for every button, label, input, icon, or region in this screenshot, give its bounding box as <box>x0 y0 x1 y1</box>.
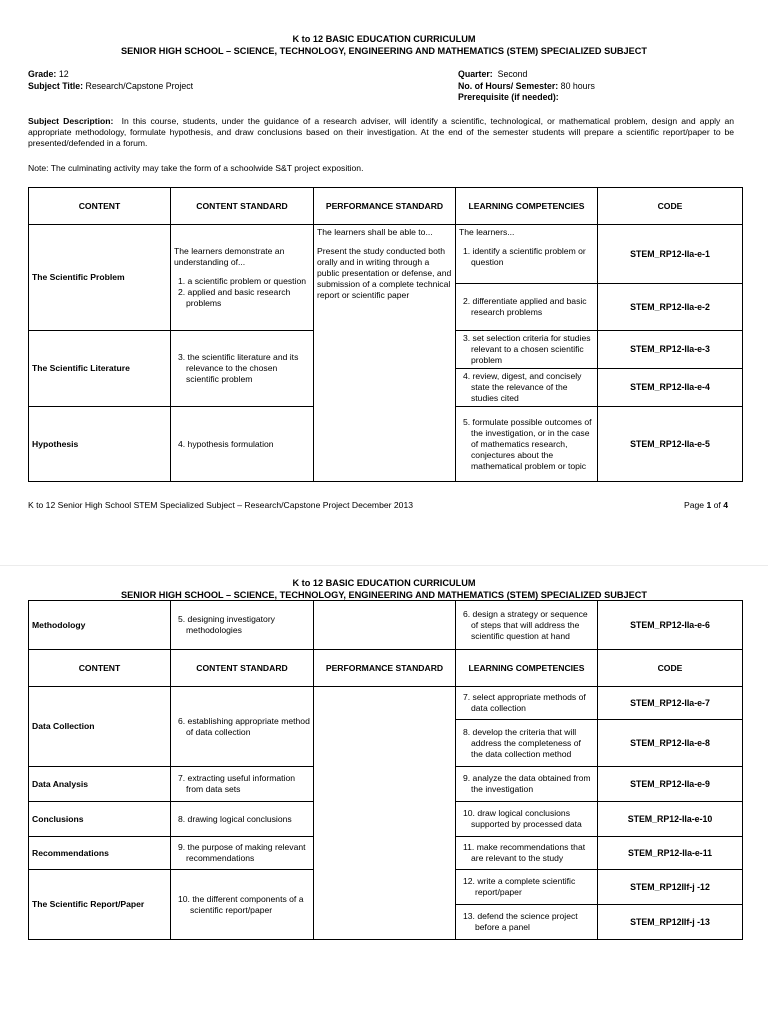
note: Note: The culminating activity may take the form of a schoolwide S&T project exposition. <box>28 163 364 173</box>
learning-competency-item: 6. design a strategy or sequence of steps that will address the scientific question at hand <box>463 608 588 641</box>
performance-standard-cell <box>314 225 456 482</box>
content-standard-cell <box>171 225 314 331</box>
learning-competency-cell <box>456 837 598 870</box>
content-standard-intro: The learners demonstrate an understanding of... <box>174 246 285 267</box>
subject-title-value: Research/Capstone Project <box>85 80 194 91</box>
learning-competency-item: 13. defend the science project before a panel <box>463 911 578 932</box>
table-header-row <box>29 188 743 225</box>
competency-code: STEM_RP12-IIa-e-10 <box>598 802 743 837</box>
content-methodology: Methodology <box>29 601 171 650</box>
content-standard-item: 6. establishing appropriate method of data collection <box>178 715 310 737</box>
content-standard-item: 7. extracting useful information from data sets <box>178 773 296 794</box>
content-data-collection: Data Collection <box>29 687 171 767</box>
content-standard-item: 5. designing investigatory methodologies <box>178 614 275 635</box>
learning-competency-cell <box>456 331 598 369</box>
footer-text: K to 12 Senior High School STEM Specialized Subject – Research/Capstone Project December 2013 <box>28 500 414 510</box>
column-header-performance-standard: PERFORMANCE STANDARD <box>314 188 456 225</box>
column-header-content-standard: CONTENT STANDARD <box>171 188 314 225</box>
column-header-performance-standard: PERFORMANCE STANDARD <box>314 650 456 687</box>
learning-competency-item: 5. formulate possible outcomes of the investigation, or in the case of mathematics research, conjectures about the mathematical problem or topic <box>463 416 592 471</box>
learning-competency-item: 12. write a complete scientific report/paper <box>463 876 576 897</box>
competency-code: STEM_RP12-IIa-e-2 <box>598 284 743 331</box>
learning-competency-cell <box>456 802 598 837</box>
learning-competency-cell <box>456 284 598 331</box>
competency-code: STEM_RP12-IIa-e-1 <box>598 225 743 284</box>
subject-description-text: In this course, students, under the guidance of a research adviser, will identify a scientific, technological, or mathematical problem, design and apply an appropriate methodology, formulate hypothesis, and draw conclusions based on their investigation. At the end of the semester students will prepare a scientific report/paper to be presented/defended in a forum. <box>28 116 735 149</box>
content-data-analysis: Data Analysis <box>29 767 171 802</box>
content-standard-cell <box>171 687 314 767</box>
content-standard-cell <box>171 331 314 407</box>
column-header-learning-competencies: LEARNING COMPETENCIES <box>456 188 598 225</box>
page-current: 1 <box>706 500 712 510</box>
performance-standard-intro: The learners shall be able to... <box>317 227 433 237</box>
learning-competency-cell <box>456 870 598 905</box>
competency-code: STEM_RP12-IIa-e-9 <box>598 767 743 802</box>
content-conclusions: Conclusions <box>29 802 171 837</box>
learning-competency-cell <box>456 905 598 940</box>
content-hypothesis: Hypothesis <box>29 407 171 482</box>
competency-code: STEM_RP12-IIa-e-11 <box>598 837 743 870</box>
hours-value: 80 hours <box>560 80 595 91</box>
content-standard-item: 10. the different components of a scientific report/paper <box>178 893 304 915</box>
learning-competency-item: 4. review, digest, and concisely state the relevance of the studies cited <box>463 371 582 403</box>
learning-competency-item: 9. analyze the data obtained from the investigation <box>463 773 591 794</box>
header-line-2: SENIOR HIGH SCHOOL – SCIENCE, TECHNOLOGY, ENGINEERING AND MATHEMATICS (STEM) SPECIALIZED SUBJECT <box>121 590 647 600</box>
content-recommendations: Recommendations <box>29 837 171 870</box>
curriculum-table-page-1 <box>28 187 743 482</box>
subject-description-label: Subject Description: <box>28 116 114 126</box>
learning-competency-item: 11. make recommendations that are relevant to the study <box>463 842 586 863</box>
header-line-1: K to 12 BASIC EDUCATION CURRICULUM <box>292 578 476 588</box>
curriculum-table-page-2 <box>28 600 743 940</box>
learning-competency-item: 1. identify a scientific problem or question <box>463 246 586 267</box>
subject-description <box>28 116 734 150</box>
table-row <box>29 225 743 284</box>
content-scientific-problem: The Scientific Problem <box>29 225 171 331</box>
grade-label: Grade: <box>28 69 57 79</box>
content-standard-item: 1. a scientific problem or question <box>178 276 307 286</box>
content-standard-item: 2. applied and basic research problems <box>178 287 291 308</box>
learning-competency-item: 7. select appropriate methods of data collection <box>463 692 586 713</box>
hours-label: No. of Hours/ Semester: <box>458 80 559 91</box>
performance-standard-cell <box>314 687 456 940</box>
column-header-content-standard: CONTENT STANDARD <box>171 650 314 687</box>
quarter-value: Second <box>497 69 528 79</box>
learning-competency-item: 3. set selection criteria for studies relevant to a chosen scientific problem <box>463 333 591 365</box>
performance-standard-cell <box>314 601 456 650</box>
page-of-word: of <box>713 500 721 510</box>
content-standard-cell <box>171 407 314 482</box>
content-standard-item: 9. the purpose of making relevant recommendations <box>178 842 306 863</box>
content-standard-cell <box>171 767 314 802</box>
content-standard-cell <box>171 837 314 870</box>
learning-competency-intro: The learners... <box>459 227 515 237</box>
grade-value: 12 <box>58 69 69 79</box>
competency-code: STEM_RP12IIf-j -12 <box>598 870 743 905</box>
content-standard-item: 8. drawing logical conclusions <box>178 813 292 824</box>
learning-competency-item: 8. develop the criteria that will address the completeness of the data collection method <box>463 726 581 759</box>
header-line-2: SENIOR HIGH SCHOOL – SCIENCE, TECHNOLOGY, ENGINEERING AND MATHEMATICS (STEM) SPECIALIZED SUBJECT <box>121 46 647 56</box>
page-total: 4 <box>723 500 728 510</box>
learning-competency-cell <box>456 225 598 284</box>
competency-code: STEM_RP12-IIa-e-6 <box>598 601 743 650</box>
learning-competency-cell <box>456 720 598 767</box>
column-header-content: CONTENT <box>29 188 171 225</box>
document-header <box>0 566 768 601</box>
quarter-label: Quarter: <box>458 69 493 79</box>
table-header-row <box>29 650 743 687</box>
competency-code: STEM_RP12-IIa-e-4 <box>598 369 743 407</box>
content-standard-cell <box>171 870 314 940</box>
competency-code: STEM_RP12-IIa-e-7 <box>598 687 743 720</box>
content-scientific-literature: The Scientific Literature <box>29 331 171 407</box>
competency-code: STEM_RP12-IIa-e-5 <box>598 407 743 482</box>
learning-competency-item: 10. draw logical conclusions supported by processed data <box>463 808 582 829</box>
column-header-code: CODE <box>598 188 743 225</box>
performance-standard-text: Present the study conducted both orally and in writing through a public presentation or defense, and submission of a complete technical report or scientific paper <box>317 246 452 300</box>
competency-code: STEM_RP12-IIa-e-3 <box>598 331 743 369</box>
content-scientific-report: The Scientific Report/Paper <box>29 870 171 940</box>
column-header-content: CONTENT <box>29 650 171 687</box>
page-footer <box>28 500 742 511</box>
column-header-code: CODE <box>598 650 743 687</box>
content-standard-cell <box>171 601 314 650</box>
content-standard-item: 4. hypothesis formulation <box>178 438 274 449</box>
competency-code: STEM_RP12-IIa-e-8 <box>598 720 743 767</box>
learning-competency-item: 2. differentiate applied and basic research problems <box>463 296 587 317</box>
learning-competency-cell <box>456 369 598 407</box>
header-line-1: K to 12 BASIC EDUCATION CURRICULUM <box>292 34 476 44</box>
table-row <box>29 687 743 720</box>
learning-competency-cell <box>456 767 598 802</box>
learning-competency-cell <box>456 687 598 720</box>
column-header-learning-competencies: LEARNING COMPETENCIES <box>456 650 598 687</box>
table-row <box>29 601 743 650</box>
subject-title-label: Subject Title: <box>28 80 84 91</box>
competency-code: STEM_RP12IIf-j -13 <box>598 905 743 940</box>
prerequisite-label: Prerequisite (if needed): <box>458 92 559 102</box>
page-word: Page <box>684 500 705 510</box>
content-standard-item: 3. the scientific literature and its relevance to the chosen scientific problem <box>178 352 299 384</box>
page-number <box>684 500 728 511</box>
learning-competency-cell <box>456 407 598 482</box>
document-header <box>0 0 768 57</box>
content-standard-cell <box>171 802 314 837</box>
learning-competency-cell <box>456 601 598 650</box>
